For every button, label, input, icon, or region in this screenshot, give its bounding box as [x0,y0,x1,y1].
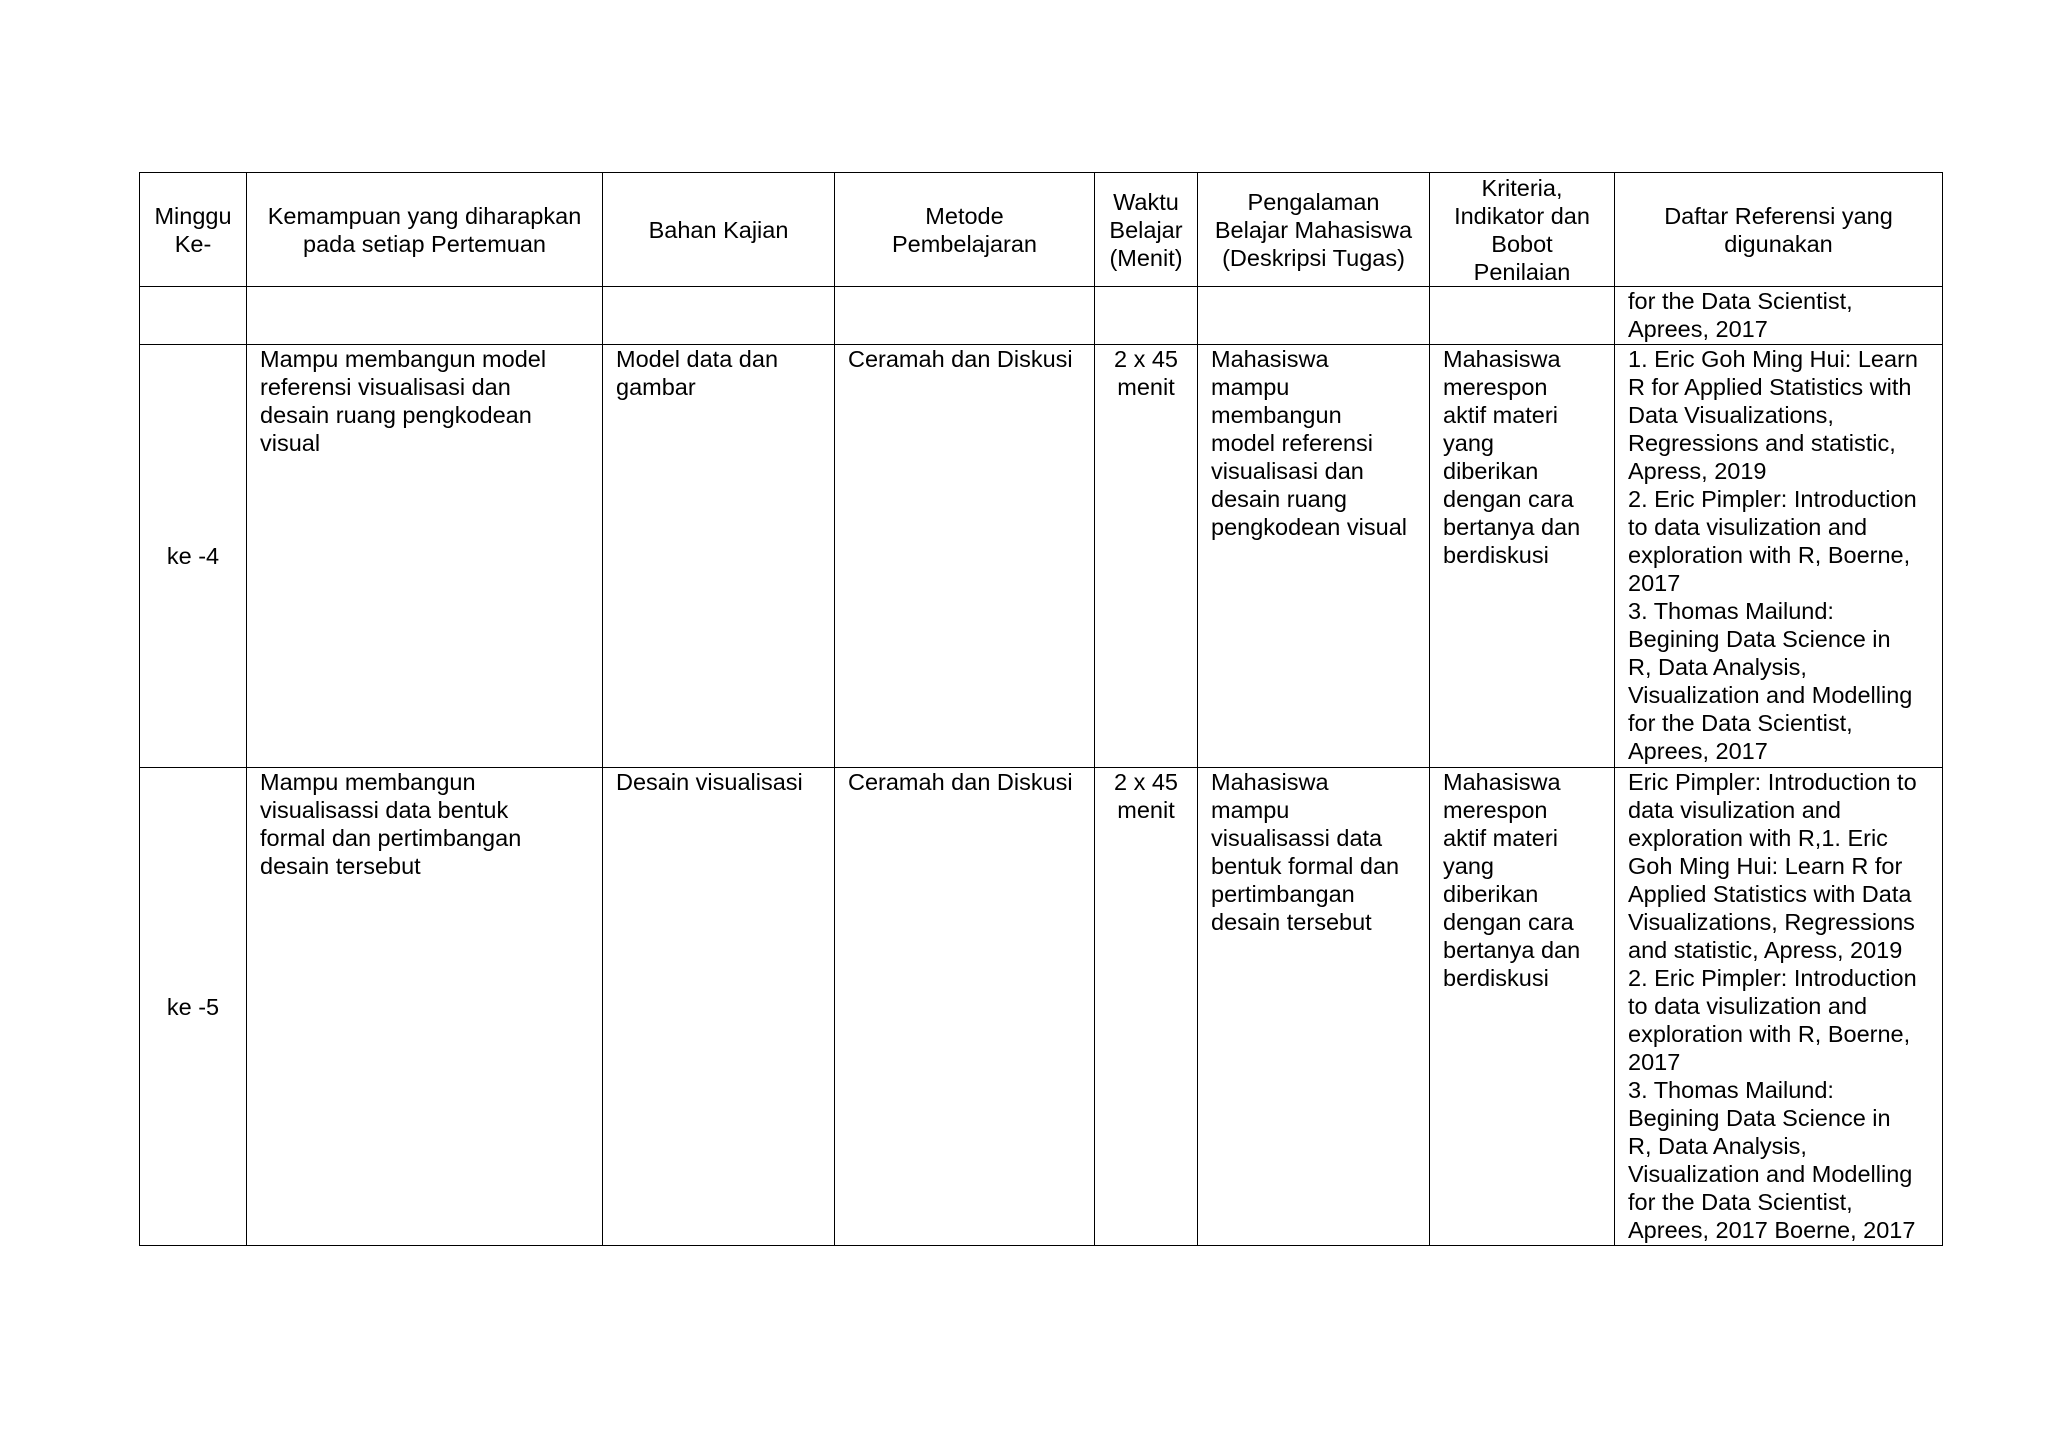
cell-minggu: ke -5 [140,768,247,1246]
cell-pengalaman [1198,287,1430,345]
cell-metode [835,287,1095,345]
header-waktu: Waktu Belajar (Menit) [1095,173,1198,287]
cell-bahan: Desain visualisasi [603,768,835,1246]
table-row [140,345,1943,768]
cell-referensi: for the Data Scientist, Aprees, 2017 [1615,287,1943,345]
header-metode: Metode Pembelajaran [835,173,1095,287]
cell-kemampuan: Mampu membangun model referensi visualisasi dan desain ruang pengkodean visual [247,345,603,768]
cell-kriteria: Mahasiswa merespon aktif materi yang diberikan dengan cara bertanya dan berdiskusi [1430,768,1615,1246]
cell-pengalaman: Mahasiswa mampu visualisassi data bentuk formal dan pertimbangan desain tersebut [1198,768,1430,1246]
cell-waktu: 2 x 45 menit [1095,768,1198,1246]
header-row [140,173,1943,287]
header-referensi: Daftar Referensi yang digunakan [1615,173,1943,287]
cell-pengalaman: Mahasiswa mampu membangun model referensi visualisasi dan desain ruang pengkodean visual [1198,345,1430,768]
rps-table [139,172,1943,1246]
cell-waktu: 2 x 45 menit [1095,345,1198,768]
cell-bahan: Model data dan gambar [603,345,835,768]
header-bahan-kajian: Bahan Kajian [603,173,835,287]
cell-minggu: ke -4 [140,345,247,768]
cell-referensi: Eric Pimpler: Introduction to data visulization and exploration with R,1. Eric Goh Ming Hui: Learn R for Applied Statistics with Data Visualizations, Regressions and statistic, Apress, 2019 2. Eric Pimpler: Introduction to data visulization and exploration with R, Boerne, 2017 3. Thomas Mailund: Begining Data Science in R, Data Analysis, Visualization and Modelling for the Data Scientist, Aprees, 2017 Boerne, 2017 [1615,768,1943,1246]
cell-referensi: 1. Eric Goh Ming Hui: Learn R for Applied Statistics with Data Visualizations, Regressions and statistic, Apress, 2019 2. Eric Pimpler: Introduction to data visulization and exploration with R, Boerne, 2017 3. Thomas Mailund: Begining Data Science in R, Data Analysis, Visualization and Modelling for the Data Scientist, Aprees, 2017 [1615,345,1943,768]
header-pengalaman: Pengalaman Belajar Mahasiswa (Deskripsi Tugas) [1198,173,1430,287]
cell-kriteria [1430,287,1615,345]
cell-kriteria: Mahasiswa merespon aktif materi yang diberikan dengan cara bertanya dan berdiskusi [1430,345,1615,768]
cell-kemampuan [247,287,603,345]
cell-metode: Ceramah dan Diskusi [835,345,1095,768]
header-minggu: Minggu Ke- [140,173,247,287]
cell-bahan [603,287,835,345]
header-kemampuan: Kemampuan yang diharapkan pada setiap Pertemuan [247,173,603,287]
header-kriteria: Kriteria, Indikator dan Bobot Penilaian [1430,173,1615,287]
cell-waktu [1095,287,1198,345]
table-row-continuation [140,287,1943,345]
table-row [140,768,1943,1246]
cell-kemampuan: Mampu membangun visualisassi data bentuk formal dan pertimbangan desain tersebut [247,768,603,1246]
cell-metode: Ceramah dan Diskusi [835,768,1095,1246]
cell-minggu [140,287,247,345]
